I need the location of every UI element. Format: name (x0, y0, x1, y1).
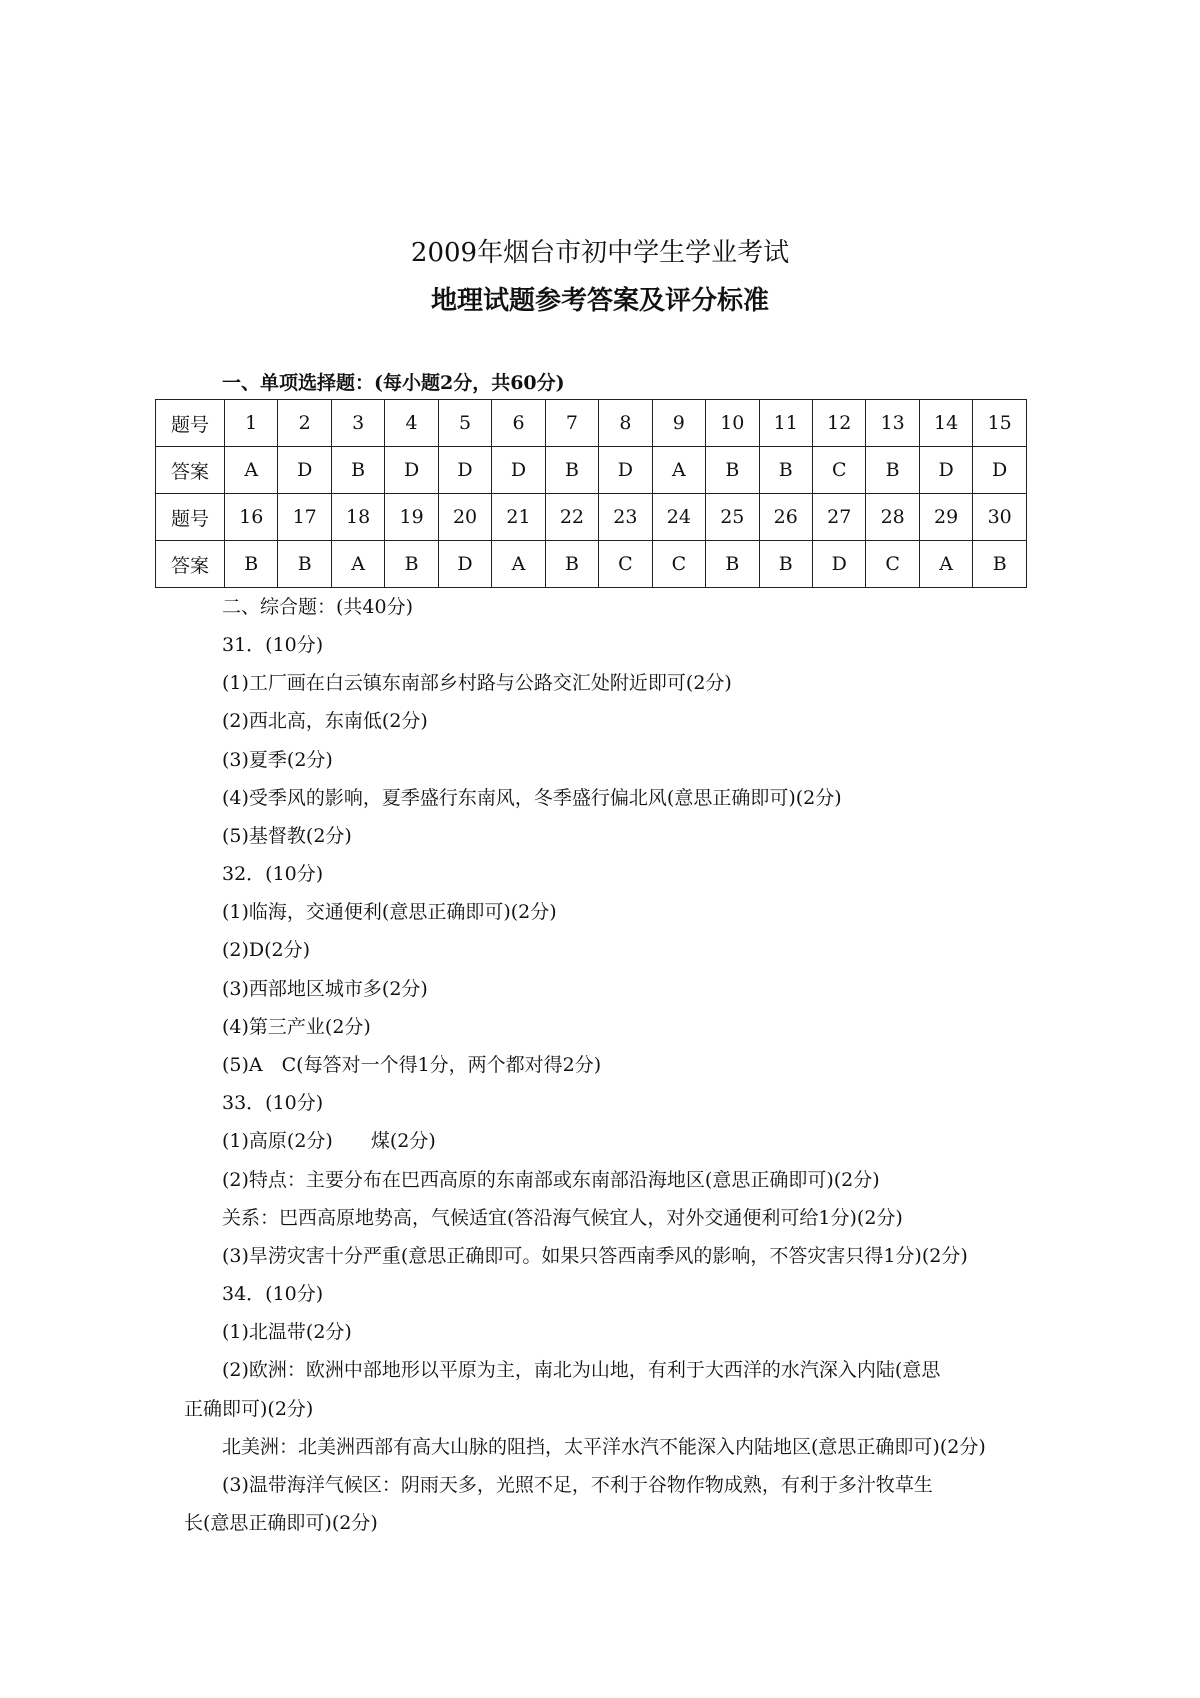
table-cell: B (385, 541, 438, 588)
table-row-numbers-2 (156, 494, 1027, 541)
table-cell: B (225, 541, 278, 588)
table-cell: 30 (973, 494, 1027, 541)
table-cell: C (812, 447, 865, 494)
table-cell: 6 (492, 400, 545, 447)
table-cell: D (919, 447, 972, 494)
table-cell: D (973, 447, 1027, 494)
answer-line: (2)特点：主要分布在巴西高原的东南部或东南部沿海地区(意思正确即可)(2分) (222, 1169, 880, 1191)
table-cell: 11 (759, 400, 812, 447)
answer-line: 关系：巴西高原地势高，气候适宜(答沿海气候宜人，对外交通便利可给1分)(2分) (222, 1207, 903, 1229)
table-row-answers-2 (156, 541, 1027, 588)
table-cell: 8 (599, 400, 652, 447)
table-cell: 22 (545, 494, 598, 541)
table-cell: 16 (225, 494, 278, 541)
table-cell: B (866, 447, 919, 494)
page-subtitle: 地理试题参考答案及评分标准 (430, 286, 769, 316)
table-cell: B (759, 541, 812, 588)
answer-line: (3)夏季(2分) (222, 749, 333, 771)
table-header-cell: 题号 (156, 494, 225, 541)
table-cell: D (812, 541, 865, 588)
table-cell: 18 (331, 494, 384, 541)
section-heading-comprehensive: 二、综合题：(共40分) (222, 596, 414, 618)
table-cell: C (866, 541, 919, 588)
answer-line: (5)A C(每答对一个得1分，两个都对得2分) (222, 1054, 602, 1076)
answer-line: (3)西部地区城市多(2分) (222, 978, 428, 1000)
table-cell: B (331, 447, 384, 494)
answer-line: (2)D(2分) (222, 939, 311, 961)
table-cell: 19 (385, 494, 438, 541)
table-cell: B (545, 447, 598, 494)
table-cell: D (278, 447, 331, 494)
table-cell: 9 (652, 400, 705, 447)
table-cell: A (331, 541, 384, 588)
table-header-cell: 题号 (156, 400, 225, 447)
table-cell: 20 (438, 494, 491, 541)
table-cell: 13 (866, 400, 919, 447)
answer-line: (3)温带海洋气候区：阴雨天多，光照不足，不利于谷物作物成熟，有利于多汁牧草生 (222, 1474, 933, 1496)
table-cell: D (438, 447, 491, 494)
answer-line: (4)受季风的影响，夏季盛行东南风，冬季盛行偏北风(意思正确即可)(2分) (222, 787, 842, 809)
table-cell: A (492, 541, 545, 588)
table-cell: 3 (331, 400, 384, 447)
table-cell: A (225, 447, 278, 494)
table-cell: B (545, 541, 598, 588)
table-row-answers-1 (156, 447, 1027, 494)
answer-line: (4)第三产业(2分) (222, 1016, 371, 1038)
table-cell: 15 (973, 400, 1027, 447)
table-header-cell: 答案 (156, 541, 225, 588)
table-cell: 24 (652, 494, 705, 541)
answer-line: (3)旱涝灾害十分严重(意思正确即可。如果只答西南季风的影响，不答灾害只得1分)(2分) (222, 1245, 968, 1267)
table-cell: 26 (759, 494, 812, 541)
table-cell: 5 (438, 400, 491, 447)
table-cell: 14 (919, 400, 972, 447)
table-cell: 4 (385, 400, 438, 447)
question-heading: 32．(10分) (222, 863, 324, 885)
answer-line: (1)临海，交通便利(意思正确即可)(2分) (222, 901, 557, 923)
answer-line: 北美洲：北美洲西部有高大山脉的阻挡，太平洋水汽不能深入内陆地区(意思正确即可)(2分) (222, 1436, 986, 1458)
answer-line: (1)工厂画在白云镇东南部乡村路与公路交汇处附近即可(2分) (222, 672, 732, 694)
answer-line: (1)高原(2分) 煤(2分) (222, 1130, 436, 1152)
table-cell: 2 (278, 400, 331, 447)
answer-line: (2)西北高，东南低(2分) (222, 710, 428, 732)
section-heading-choice: 一、单项选择题：(每小题2分，共60分) (222, 372, 565, 394)
table-cell: 21 (492, 494, 545, 541)
table-cell: C (599, 541, 652, 588)
table-cell: 27 (812, 494, 865, 541)
answer-line: (1)北温带(2分) (222, 1321, 352, 1343)
table-cell: B (706, 447, 759, 494)
table-cell: D (492, 447, 545, 494)
table-cell: 12 (812, 400, 865, 447)
answer-line: (5)基督教(2分) (222, 825, 352, 847)
table-cell: 25 (706, 494, 759, 541)
table-cell: C (652, 541, 705, 588)
table-cell: A (652, 447, 705, 494)
table-cell: 1 (225, 400, 278, 447)
table-cell: A (919, 541, 972, 588)
question-heading: 31．(10分) (222, 634, 324, 656)
table-cell: 28 (866, 494, 919, 541)
question-heading: 34．(10分) (222, 1283, 324, 1305)
table-cell: B (706, 541, 759, 588)
table-cell: 23 (599, 494, 652, 541)
answer-line: (2)欧洲：欧洲中部地形以平原为主，南北为山地，有利于大西洋的水汽深入内陆(意思 (222, 1359, 941, 1381)
answer-line-continuation: 正确即可)(2分) (184, 1398, 314, 1420)
page-title: 2009年烟台市初中学生学业考试 (410, 238, 790, 268)
answer-table (155, 399, 1027, 588)
table-cell: 17 (278, 494, 331, 541)
question-heading: 33．(10分) (222, 1092, 324, 1114)
table-cell: B (759, 447, 812, 494)
table-cell: 29 (919, 494, 972, 541)
table-cell: 10 (706, 400, 759, 447)
answer-line-continuation: 长(意思正确即可)(2分) (184, 1512, 378, 1534)
table-cell: B (973, 541, 1027, 588)
table-header-cell: 答案 (156, 447, 225, 494)
table-cell: 7 (545, 400, 598, 447)
table-row-numbers-1 (156, 400, 1027, 447)
table-cell: D (385, 447, 438, 494)
table-cell: D (438, 541, 491, 588)
table-cell: B (278, 541, 331, 588)
table-cell: D (599, 447, 652, 494)
